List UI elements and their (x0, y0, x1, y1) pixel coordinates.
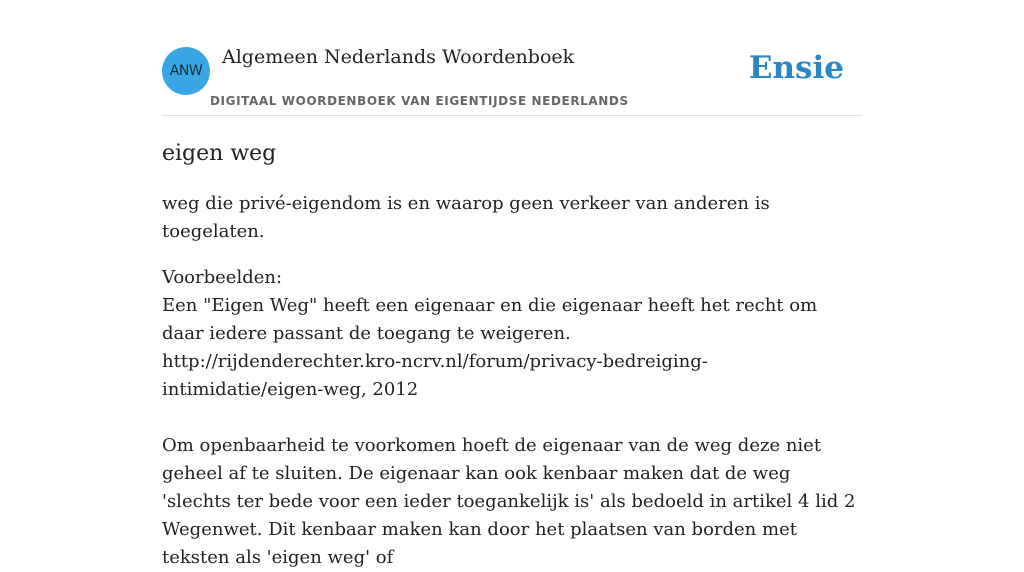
example-spacer (162, 404, 862, 432)
site-title[interactable]: Algemeen Nederlands Woordenboek (222, 46, 575, 68)
examples-label: Voorbeelden: (162, 267, 283, 288)
site-header (162, 46, 862, 116)
ensie-brand-logo[interactable]: Ensie (748, 50, 844, 86)
example-quote: Een "Eigen Weg" heeft een eigenaar en die eigenaar heeft het recht om daar iedere passant de toegang te weigeren. (162, 295, 818, 344)
site-subtitle: DIGITAAL WOORDENBOEK VAN EIGENTIJDSE NEDERLANDS (210, 94, 629, 108)
entry-content (162, 136, 862, 572)
example-source: http://rijdenderechter.kro-ncrv.nl/forum/privacy-bedreiging-intimidatie/eigen-weg, 2012 (162, 351, 708, 400)
entry-term: eigen weg (162, 141, 277, 166)
entry-examples (162, 264, 862, 572)
entry-definition: weg die privé-eigendom is en waarop geen verkeer van anderen is toegelaten. (162, 193, 770, 242)
example-quote: Om openbaarheid te voorkomen hoeft de eigenaar van de weg deze niet geheel af te sluiten. De eigenaar kan ook kenbaar maken dat de weg 'slechts ter bede voor een ieder toegankelijk is' als bedoeld in artikel 4 lid 2 Wegenwet. Dit kenbaar maken kan door het plaatsen van borden met teksten als 'eigen weg' of (162, 435, 856, 568)
header-divider (162, 115, 862, 116)
anw-logo[interactable]: ANW (162, 47, 210, 95)
